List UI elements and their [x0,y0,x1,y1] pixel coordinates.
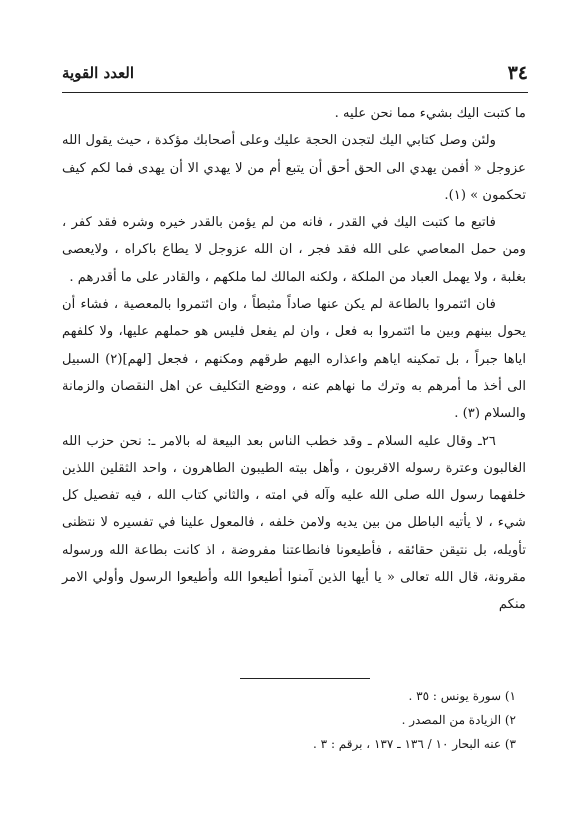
paragraph: ولئن وصل كتابي اليك لتجدن الحجة عليك وعلى أصحابك مؤكدة ، حيث يقول الله عزوجل « أفمن يهدي الى الحق أحق أن يتبع أم من لا يهدي الا أن يهدى فما لكم كيف تحكمون » (١). [62,133,526,203]
footnote: ٣) عنه البحار ١٠ / ١٣٦ ـ ١٣٧ ، برقم : ٣ . [313,737,516,751]
paragraph: فاتبع ما كتبت اليك في القدر ، فانه من لم يؤمن بالقدر خيره وشره فقد كفر ، ومن حمل المعاصي على الله فقد فجر ، ان الله عزوجل لا يطاع باكراه ، ولايعصى بغلبة ، ولا يهمل العباد من الملكة ، ولكنه المالك لما ملكهم ، والقادر على ما أقدرهم . [62,215,526,285]
page-header [62,60,528,93]
paragraph: ما كتبت اليك بشيء مما نحن عليه . [334,106,526,121]
footnotes [62,684,516,756]
footnote: ٢) الزيادة من المصدر . [401,713,516,727]
body-text [62,100,526,619]
footnote-divider [240,678,370,679]
paragraph: فان ائتمروا بالطاعة لم يكن عنها صاداً مثبطاً ، وان ائتمروا بالمعصية ، فشاء أن يحول بينهم وبين ما ائتمروا به فعل ، وان لم يفعل فليس هو حملهم عليها، ولا كلفهم اياها جبراً ، بل تمكينه اياهم واعذاره اليهم طرقهم ومكنهم ، فجعل [لهم](٢) السبيل الى أخذ ما أمرهم به وترك ما نهاهم عنه ، ووضع التكليف عن اهل النقصان والزمانة والسلام (٣) . [62,297,527,422]
paragraph: ٢٦ـ وقال عليه السلام ـ وقد خطب الناس بعد البيعة له بالامر ـ: نحن حزب الله الغالبون وعترة رسوله الاقربون ، وأهل بيته الطيبون الطاهرون ، واحد الثقلين اللذين خلفهما رسول الله صلى الله عليه وآله في امته ، والثاني كتاب الله ، فيه تفصيل كل شيء ، لا يأتيه الباطل من بين يديه ولامن خلفه ، فالمعول علينا في تفسيره لا نتظنى تأويله، بل نتيقن حقائقه ، فأطيعونا فانطاعتنا مفروضة ، اذ كانت بطاعة الله ورسوله مقرونة، قال الله تعالى « يا أيها الذين آمنوا أطيعوا الله وأطيعوا الرسول وأولي الامر منكم [62,433,526,613]
footnote: ١) سورة يونس : ٣٥ . [408,689,516,703]
page-number: ٣٤ [507,62,528,84]
running-title: العدد القوية [62,64,135,82]
